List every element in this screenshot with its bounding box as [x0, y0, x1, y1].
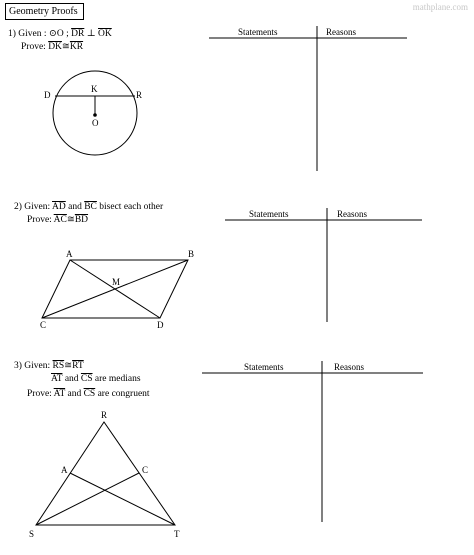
diagonal-bc [42, 260, 188, 318]
reasons-header: Reasons [326, 27, 356, 37]
segment: $\overline{RT}$ [72, 361, 84, 371]
segment: $\overline{OK}$ [98, 29, 112, 39]
point-label-t: T [174, 529, 180, 539]
circle-symbol: ⊙O ; [48, 29, 69, 39]
problem-number: 3) [14, 361, 22, 371]
and-word: and [68, 202, 82, 212]
problem-number: 2) [14, 202, 22, 212]
point-label-r: R [136, 90, 143, 100]
reasons-header: Reasons [334, 362, 364, 372]
segment: $\overline{CS}$ [80, 374, 93, 384]
point-label-a: A [66, 249, 73, 259]
segment: $\overline{DK}$ [48, 42, 62, 52]
reasons-header: Reasons [337, 209, 367, 219]
segment: $\overline{CS}$ [83, 389, 96, 399]
given-label: Given : [18, 29, 47, 39]
triangle-rst [36, 422, 175, 525]
segment: $\overline{DR}$ [71, 29, 85, 39]
page-title: Geometry Proofs [5, 3, 84, 20]
prove-text: are congruent [97, 389, 150, 399]
point-label-a: A [61, 465, 68, 475]
given-text: are medians [94, 374, 141, 384]
prove-label: Prove: [27, 215, 52, 225]
point-label-m: M [112, 277, 121, 287]
segment: $\overline{AT}$ [53, 389, 66, 399]
segment: $\overline{BC}$ [84, 202, 97, 212]
watermark: mathplane.com [412, 2, 468, 12]
congruent-symbol: ≅ [61, 42, 70, 52]
point-label-c: C [40, 320, 47, 330]
point-label-k: K [91, 84, 98, 94]
segment: $\overline{KR}$ [69, 42, 84, 52]
point-label-d: D [157, 320, 164, 330]
triangle-figure [36, 422, 175, 525]
parallelogram-figure [42, 260, 188, 318]
prove-label: Prove: [21, 42, 46, 52]
perpendicular-symbol: ⊥ [86, 29, 96, 39]
segment: $\overline{BD}$ [74, 215, 89, 225]
point-label-r: R [101, 410, 108, 420]
point-label-b: B [188, 249, 195, 259]
problem-number: 1) [8, 29, 16, 39]
and-word: and [67, 389, 82, 399]
congruent-symbol: ≅ [66, 215, 75, 225]
statements-header: Statements [249, 209, 289, 219]
point-label-o: O [92, 118, 99, 128]
given-label: Given: [24, 361, 51, 371]
segment: $\overline{AD}$ [52, 202, 66, 212]
and-word: and [64, 374, 79, 384]
proof-tables [202, 26, 423, 522]
point-label-s: S [29, 529, 35, 539]
point-label-d: D [44, 90, 51, 100]
given-text: bisect each other [99, 202, 164, 212]
prove-label: Prove: [27, 389, 52, 399]
point-label-c: C [142, 465, 149, 475]
statements-header: Statements [238, 27, 278, 37]
center-point-o [94, 114, 97, 117]
statements-header: Statements [244, 362, 284, 372]
segment: $\overline{AT}$ [51, 374, 63, 384]
segment: $\overline{AC}$ [53, 215, 67, 225]
congruent-symbol: ≅ [64, 361, 73, 371]
segment: $\overline{RS}$ [52, 361, 65, 371]
given-label: Given: [24, 202, 51, 212]
